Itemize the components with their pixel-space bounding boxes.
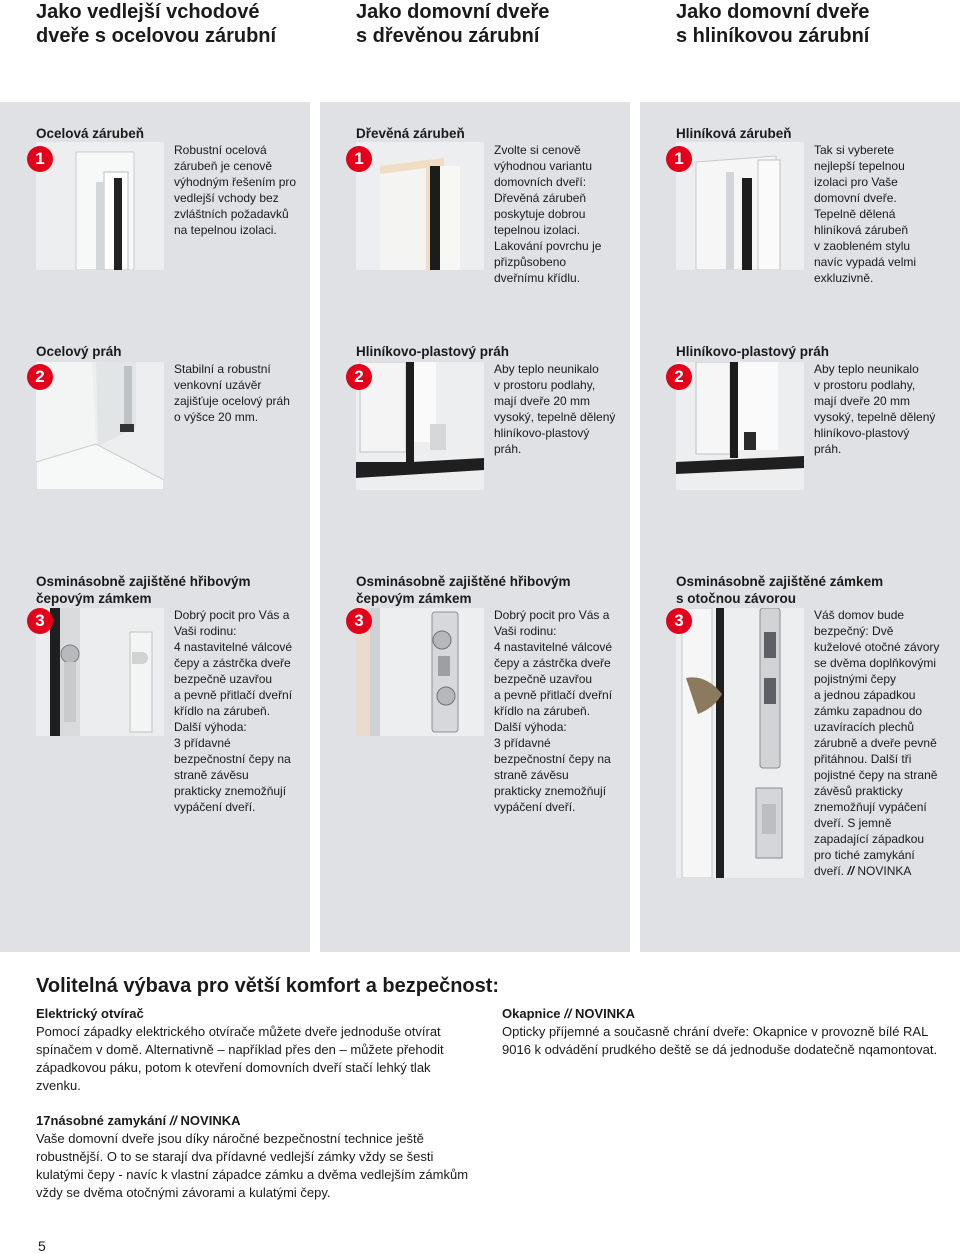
feature-description: Aby teplo neunikalo v prostoru podlahy, mají dveře 20 mm vysoký, tepelně dělený hliníkovo-plastový práh. [494,362,616,456]
feature-number-badge: 2 [346,364,372,390]
steel-frame-image [36,142,164,270]
feature-title: Ocelová zárubeň [36,126,145,141]
feature-title: Osminásobně zajištěné hřibovým čepovým zámkem [36,574,251,606]
feature-title: Ocelový práh [36,344,122,359]
feature-number-badge: 3 [346,608,372,634]
feature-number-badge: 3 [27,608,53,634]
feature-description: Dobrý pocit pro Vás a Vaši rodinu: 4 nastavitelné válcové čepy a zástrčka dveře bezpečně uzavřou a pevně přitlačí dveřní křídlo na zárubeň. Další výhoda: 3 přídavné bezpečnostní čepy na straně závěsu prakticky znemožňují vypáčení dveří. [494,608,613,814]
feature-number-badge: 1 [346,146,372,172]
feature-description: Stabilní a robustní venkovní uzávěr zajišťuje ocelový práh o výšce 20 mm. [174,362,290,424]
column-separator [630,102,640,952]
feature-number-badge: 1 [666,146,692,172]
feature-title: Osminásobně zajištěné hřibovým čepovým zámkem [356,574,571,606]
feature-title: Hliníkovo-plastový práh [356,344,510,359]
optional-equipment-title: Volitelná výbava pro větší komfort a bezpečnost: [36,975,500,997]
electric-opener-text: Pomocí západky elektrického otvírače můžete dveře jednoduše otvírat spínačem v domě. Alternativně – například přes den – můžete přehodit západkovou páku, potom k otevření domovních dveří stačí lehký tlak zvenku. [36,1024,444,1093]
feature-description: Robustní ocelová zárubeň je cenově výhodným řešením pro vedlejší vchody bez zvláštních požadavků na tepelnou izolaci. [174,143,297,237]
feature-description: Tak si vyberete nejlepší tepelnou izolaci pro Vaše domovní dveře. Tepelně dělená hliníková zárubeň v zaobleném stylu navíc vypadá velmi exkluzivně. [814,143,917,285]
novinka-mark: // [847,864,855,878]
multi-lock-heading: 17násobné zamykání // NOVINKA [36,1113,241,1128]
novinka-label: NOVINKA [857,864,912,878]
mushroom-lock-strike-image [356,608,484,736]
column-title-aluminium: Jako domovní dveře s hliníkovou zárubní [676,1,870,47]
mushroom-lock-image [36,608,164,736]
novinka-mark: // [169,1113,177,1128]
rotary-bolt-lock-image [676,608,804,878]
feature-description: Váš domov bude bezpečný: Dvě kuželové otočné závory se dvěma doplňkovými pojistnými čepy a jednou západkou zámku zapadnou do uzavíracích plechů zárubně a dveře pevně přitáhnou. Další tři pojistné čepy na straně závěsů prakticky znemožňují vypáčení dveří. S jemně zapadající západkou pro tiché zamykání dveří. // NOVINKA [814,608,940,878]
novinka-label: NOVINKA [180,1113,241,1128]
feature-number-badge: 2 [27,364,53,390]
feature-title: Dřevěná zárubeň [356,126,465,141]
column-title-wood: Jako domovní dveře s dřevěnou zárubní [356,1,550,47]
drip-cap-text: Opticky příjemné a současně chrání dveře: Okapnice v provozně bílé RAL 9016 k odvádění prudkého deště se dá jednoduše dodatečně nqamontovat. [502,1024,938,1057]
feature-description: Dobrý pocit pro Vás a Vaši rodinu: 4 nastavitelné válcové čepy a zástrčka dveře bezpečně uzavřou a pevně přitlačí dveřní křídlo na zárubeň. Další výhoda: 3 přídavné bezpečnostní čepy na straně závěsu prakticky znemožňují vypáčení dveří. [174,608,293,814]
feature-number-badge: 2 [666,364,692,390]
feature-title: Hliníková zárubeň [676,126,792,141]
aluminium-plastic-threshold-image [676,362,804,490]
feature-title: Osminásobně zajištěné zámkem s otočnou závorou [676,574,884,606]
aluminium-plastic-threshold-image [356,362,484,490]
drip-cap-heading: Okapnice // NOVINKA [502,1006,635,1021]
wooden-frame-image [356,142,484,270]
feature-description: Aby teplo neunikalo v prostoru podlahy, mají dveře 20 mm vysoký, tepelně dělený hliníkovo-plastový práh. [814,362,936,456]
steel-threshold-image [36,362,164,490]
novinka-mark: // [564,1006,572,1021]
multi-lock-text: Vaše domovní dveře jsou díky náročné bezpečnostní technice ještě robustnější. O to se starají dva přídavné vedlejší zámky vždy se šesti kulatými čepy - navíc k vlastní západce zámku a dvěma vedlejším zámkům vždy se dvěma otočnými závorami a kulatými čepy. [36,1131,469,1200]
feature-number-badge: 1 [27,146,53,172]
electric-opener-heading: Elektrický otvírač [36,1006,144,1021]
feature-title: Hliníkovo-plastový práh [676,344,830,359]
novinka-label: NOVINKA [575,1006,635,1021]
column-title-steel: Jako vedlejší vchodové dveře s ocelovou zárubní [36,1,277,47]
feature-description: Zvolte si cenově výhodnou variantu domovních dveří: Dřevěná zárubeň poskytuje dobrou tepelnou izolaci. Lakování povrchu je přizpůsobeno dveřnímu křídlu. [494,143,602,285]
aluminium-frame-image [676,142,804,270]
column-separator [310,102,320,952]
page-number: 5 [38,1238,46,1254]
feature-number-badge: 3 [666,608,692,634]
